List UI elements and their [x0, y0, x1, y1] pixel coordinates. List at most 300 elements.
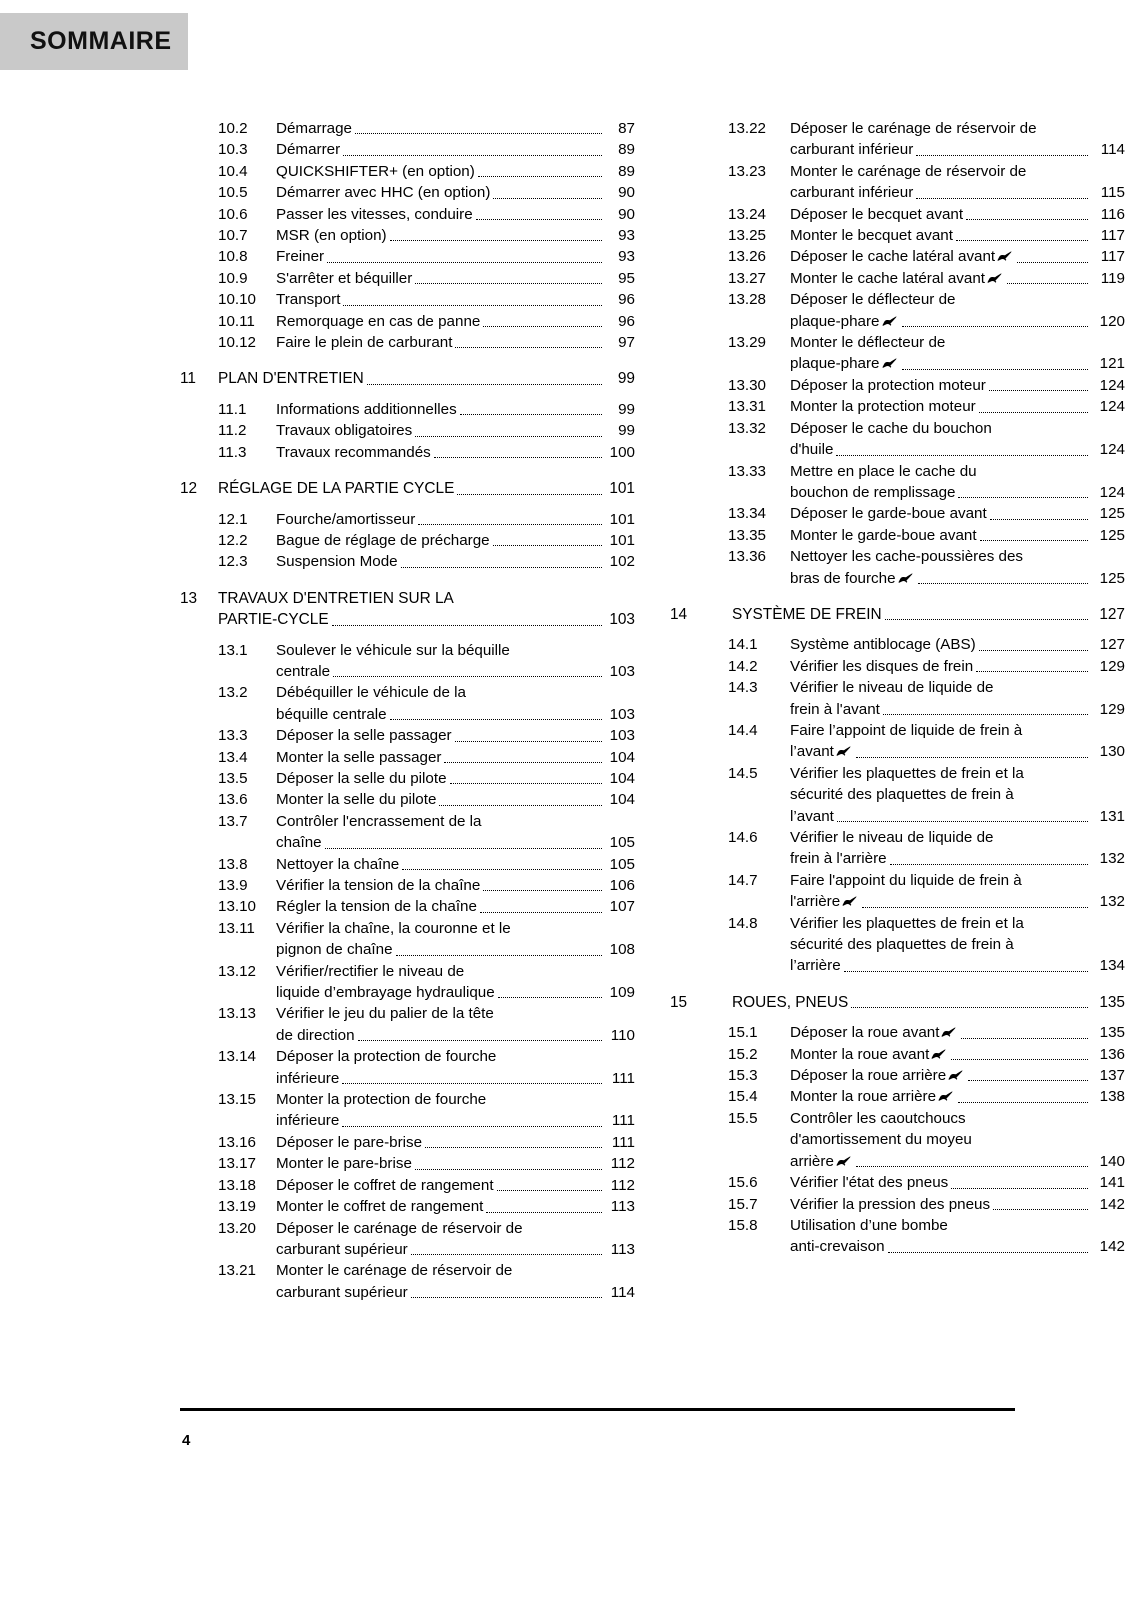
toc-entry-row[interactable] — [180, 1196, 635, 1217]
toc-entry-title-wrap — [276, 551, 635, 572]
toc-entry-last-line — [276, 768, 635, 789]
toc-entry-number: 10.12 — [218, 334, 257, 352]
toc-entry-title: Démarrage — [276, 120, 352, 137]
toc-entry-title-wrap — [276, 246, 635, 267]
toc-entry-number: 13.3 — [218, 727, 248, 745]
toc-entry-row[interactable] — [180, 530, 635, 551]
toc-leader-dots — [358, 1040, 602, 1041]
toc-entry-title: Déposer le coffret de rangement — [276, 1176, 494, 1194]
toc-entry-title-wrap — [276, 789, 635, 810]
toc-entry-number: 10.10 — [218, 291, 257, 309]
toc-entry-title-wrap — [790, 503, 1125, 524]
toc-entry-title-wrap — [276, 1218, 635, 1261]
toc-entry-title-wrap — [276, 161, 635, 182]
toc-leader-dots — [333, 676, 602, 677]
toc-entry-title-wrap — [276, 118, 635, 139]
toc-leader-dots — [1007, 283, 1088, 284]
toc-entry-last-line — [790, 1151, 1125, 1172]
toc-entry-row[interactable] — [180, 551, 635, 572]
toc-leader-dots — [450, 783, 602, 784]
toc-entry-title: Déposer le garde-boue avant — [790, 505, 987, 523]
toc-entry-title-wrap — [790, 656, 1125, 677]
toc-entry-page: 130 — [1099, 743, 1125, 761]
toc-entry-title: Déposer la roue arrière — [790, 1065, 965, 1086]
toc-entry-row[interactable] — [670, 461, 1125, 504]
toc-leader-dots — [411, 1297, 602, 1298]
toc-entry-title-wrap — [790, 418, 1125, 461]
toc-entry-row[interactable] — [180, 139, 635, 160]
toc-entry-title: inférieure — [276, 1112, 340, 1130]
toc-entry-page: 101 — [609, 531, 635, 549]
toc-entry-number: 13.28 — [728, 291, 767, 309]
toc-chapter-row[interactable] — [180, 368, 635, 389]
toc-entry-page: 112 — [610, 1155, 635, 1173]
toc-entry-row[interactable] — [180, 1218, 635, 1261]
toc-entry-title: Vérifier l'état des pneus — [790, 1174, 949, 1192]
toc-entry-title-line: Vérifier le niveau de liquide de — [790, 829, 994, 846]
toc-entry-row[interactable] — [670, 1172, 1125, 1193]
toc-entry-page: 101 — [609, 510, 635, 528]
toc-leader-dots — [493, 545, 602, 546]
toc-entry-row[interactable] — [180, 961, 635, 1004]
toc-entry-title: Vérifier la tension de la chaîne — [276, 877, 481, 894]
toc-entry-number: 13.12 — [218, 962, 257, 980]
toc-entry-number: 14.6 — [728, 829, 758, 846]
toc-entry-title: Travaux recommandés — [276, 443, 431, 461]
toc-entry-title-line: Déposer la protection de fourche — [276, 1048, 497, 1066]
toc-leader-dots — [455, 741, 602, 742]
toc-entry-title-wrap — [276, 854, 635, 875]
toc-entry-row[interactable] — [180, 509, 635, 530]
toc-entry-row[interactable] — [670, 161, 1125, 204]
toc-entry-row[interactable] — [670, 204, 1125, 225]
toc-entry-number: 10.6 — [218, 205, 248, 223]
toc-entry-number: 15.4 — [728, 1088, 758, 1106]
toc-leader-dots — [856, 757, 1088, 758]
toc-leader-dots — [355, 133, 602, 134]
toc-entry-row[interactable] — [670, 225, 1125, 246]
toc-entry-title-wrap — [276, 1196, 635, 1217]
toc-entry-title-wrap — [276, 811, 635, 854]
toc-entry-title-line: Soulever le véhicule sur la béquille — [276, 641, 510, 659]
toc-entry-number: 14.5 — [728, 764, 758, 782]
toc-entry-title: Démarrer avec HHC (en option) — [276, 184, 491, 202]
toc-entry-title-wrap — [790, 1194, 1125, 1215]
toc-entry-title-wrap — [276, 139, 635, 160]
toc-entry-number: 15.1 — [728, 1024, 758, 1042]
toc-entry-last-line — [790, 1044, 1125, 1065]
toc-entry-row[interactable] — [670, 418, 1125, 461]
toc-entry-title-wrap — [790, 1022, 1125, 1043]
toc-entry-row[interactable] — [180, 1175, 635, 1196]
toc-entry-title: Régler la tension de la chaîne — [276, 898, 477, 916]
toc-entry-title-wrap — [276, 311, 635, 332]
toc-entry-page: 112 — [610, 1176, 635, 1194]
toc-entry-title-wrap — [276, 204, 635, 225]
toc-entry-last-line — [790, 806, 1125, 827]
toc-entry-title: centrale — [276, 662, 331, 680]
toc-entry-title-wrap — [276, 682, 635, 725]
toc-entry-page: 114 — [610, 1283, 635, 1301]
toc-entry-row[interactable] — [180, 420, 635, 441]
toc-entry-number: 14.8 — [728, 914, 758, 932]
toc-entry-number: 10.5 — [218, 184, 248, 202]
toc-entry-title-line: TRAVAUX D'ENTRETIEN SUR LA — [218, 589, 454, 607]
toc-entry-page: 104 — [609, 748, 635, 766]
toc-entry-row[interactable] — [180, 161, 635, 182]
toc-entry-title: carburant supérieur — [276, 1240, 408, 1258]
toc-entry-row[interactable] — [670, 1065, 1125, 1086]
toc-chapter-row[interactable] — [670, 604, 1125, 625]
toc-entry-title-wrap — [790, 1215, 1125, 1258]
toc-entry-page: 134 — [1099, 957, 1125, 975]
toc-leader-dots — [1017, 262, 1088, 263]
toc-leader-dots — [486, 1212, 602, 1213]
toc-entry-last-line — [790, 1022, 1125, 1043]
toc-entry-page: 103 — [609, 727, 635, 745]
toc-entry-number: 13.4 — [218, 748, 248, 766]
toc-entry-row[interactable] — [180, 118, 635, 139]
toc-entry-last-line — [276, 939, 635, 960]
toc-entry-page: 111 — [611, 1112, 635, 1130]
toc-entry-row[interactable] — [180, 747, 635, 768]
toc-entry-row[interactable] — [670, 634, 1125, 655]
toc-entry-row[interactable] — [180, 682, 635, 725]
toc-leader-dots — [483, 890, 602, 891]
toc-entry-last-line — [790, 1236, 1125, 1257]
toc-entry-title: Monter la protection moteur — [790, 398, 976, 416]
toc-entry-last-line — [790, 568, 1125, 589]
toc-entry-number: 13.20 — [218, 1219, 257, 1237]
toc-entry-title: l’arrière — [790, 957, 841, 975]
toc-entry-row[interactable] — [180, 399, 635, 420]
toc-leader-dots — [883, 714, 1088, 715]
toc-entry-row[interactable] — [180, 1260, 635, 1303]
toc-entry-title-wrap — [790, 525, 1125, 546]
toc-entry-row[interactable] — [670, 763, 1125, 827]
toc-leader-dots — [367, 384, 602, 385]
toc-entry-title: Démarrer — [276, 141, 341, 159]
toc-entry-number: 15.2 — [728, 1045, 758, 1063]
toc-leader-dots — [439, 805, 602, 806]
toc-entry-title-wrap — [790, 246, 1125, 267]
toc-entry-title-line: Faire l'appoint du liquide de frein à — [790, 871, 1022, 889]
toc-entry-row[interactable] — [180, 725, 635, 746]
toc-entry-title-wrap — [790, 1108, 1125, 1172]
toc-leader-dots — [325, 848, 602, 849]
toc-entry-last-line — [276, 789, 635, 810]
toc-entry-page: 142 — [1099, 1195, 1125, 1213]
toc-entry-number: 15.5 — [728, 1109, 758, 1127]
toc-entry-page: 93 — [618, 227, 635, 245]
toc-entry-number: 13.14 — [218, 1048, 257, 1066]
toc-leader-dots — [951, 1188, 1088, 1189]
toc-entry-last-line — [276, 1153, 635, 1174]
toc-leader-dots — [979, 650, 1088, 651]
toc-leader-dots — [956, 240, 1088, 241]
toc-entry-title: Transport — [276, 291, 341, 309]
toc-entry-row[interactable] — [180, 246, 635, 267]
toc-entry-row[interactable] — [180, 768, 635, 789]
toc-entry-page: 121 — [1099, 355, 1125, 373]
toc-entry-row[interactable] — [670, 118, 1125, 161]
toc-entry-last-line — [276, 161, 635, 182]
toc-entry-row[interactable] — [180, 1003, 635, 1046]
toc-chapter-row[interactable] — [180, 588, 635, 631]
toc-entry-number: 14 — [670, 605, 688, 623]
toc-leader-dots — [856, 1166, 1088, 1167]
page-number: 4 — [182, 1432, 191, 1449]
toc-entry-row[interactable] — [180, 854, 635, 875]
toc-entry-number: 13.18 — [218, 1176, 257, 1194]
toc-entry-title-wrap — [276, 1089, 635, 1132]
toc-leader-dots — [497, 1190, 602, 1191]
toc-entry-number: 13.17 — [218, 1155, 257, 1173]
toc-entry-page: 135 — [1099, 993, 1125, 1011]
toc-entry-page: 135 — [1099, 1024, 1125, 1042]
wrench-icon — [948, 1069, 963, 1081]
toc-entry-title-line: Déposer le cache du bouchon — [790, 419, 992, 437]
toc-leader-dots — [968, 1080, 1088, 1081]
toc-entry-page: 132 — [1099, 893, 1125, 911]
toc-entry-page: 131 — [1099, 807, 1125, 825]
toc-entry-page: 124 — [1099, 398, 1125, 416]
toc-entry-last-line — [276, 268, 635, 289]
toc-entry-title: Monter la roue avant — [790, 1044, 948, 1065]
toc-entry-row[interactable] — [180, 1046, 635, 1089]
toc-entry-page: 100 — [609, 443, 635, 461]
toc-entry-row[interactable] — [670, 503, 1125, 524]
toc-entry-title: Monter la selle du pilote — [276, 791, 437, 809]
toc-entry-row[interactable] — [670, 870, 1125, 913]
toc-leader-dots — [837, 821, 1088, 822]
toc-entry-row[interactable] — [670, 913, 1125, 977]
toc-entry-title-wrap — [276, 225, 635, 246]
toc-entry-row[interactable] — [180, 875, 635, 896]
toc-entry-title-wrap — [790, 1172, 1125, 1193]
toc-entry-row[interactable] — [670, 268, 1125, 289]
toc-entry-title-wrap — [790, 720, 1125, 763]
toc-entry-title: inférieure — [276, 1069, 340, 1087]
toc-entry-row[interactable] — [180, 918, 635, 961]
toc-entry-number: 13.22 — [728, 120, 767, 137]
toc-entry-title-wrap — [790, 332, 1125, 375]
toc-entry-title: plaque-phare — [790, 311, 899, 332]
toc-entry-last-line — [790, 375, 1125, 396]
toc-entry-page: 119 — [1100, 269, 1125, 287]
toc-entry-title: Remorquage en cas de panne — [276, 312, 481, 330]
toc-entry-number: 13 — [180, 589, 198, 607]
toc-entry-title-wrap — [276, 1153, 635, 1174]
toc-entry-last-line — [276, 1175, 635, 1196]
toc-entry-row[interactable] — [670, 656, 1125, 677]
toc-entry-title: Faire le plein de carburant — [276, 334, 453, 352]
toc-leader-dots — [342, 1083, 602, 1084]
wrench-icon — [997, 250, 1012, 262]
toc-leader-dots — [415, 1169, 602, 1170]
toc-entry-title-wrap — [276, 768, 635, 789]
toc-entry-title-wrap — [790, 763, 1125, 827]
toc-entry-last-line — [276, 420, 635, 441]
toc-chapter-row[interactable] — [180, 478, 635, 499]
toc-entry-last-line — [276, 332, 635, 353]
toc-leader-dots — [958, 497, 1088, 498]
toc-entry-title-wrap — [790, 1044, 1125, 1065]
toc-leader-dots — [390, 240, 602, 241]
toc-entry-page: 109 — [609, 984, 635, 1002]
toc-entry-title: ROUES, PNEUS — [732, 993, 849, 1011]
toc-entry-page: 99 — [618, 400, 635, 418]
toc-entry-title-line: Vérifier/rectifier le niveau de — [276, 962, 465, 980]
toc-entry-title-line: Contrôler les caoutchoucs — [790, 1109, 966, 1127]
toc-entry-row[interactable] — [180, 1089, 635, 1132]
toc-entry-row[interactable] — [670, 332, 1125, 375]
toc-entry-row[interactable] — [670, 246, 1125, 267]
toc-entry-row[interactable] — [670, 827, 1125, 870]
toc-entry-page: 110 — [610, 1026, 635, 1044]
wrench-icon — [882, 357, 897, 369]
toc-entry-page: 103 — [609, 611, 635, 629]
toc-entry-row[interactable] — [180, 268, 635, 289]
toc-entry-row[interactable] — [670, 1194, 1125, 1215]
toc-leader-dots — [343, 155, 602, 156]
toc-entry-row[interactable] — [670, 1022, 1125, 1043]
toc-entry-last-line — [790, 634, 1125, 655]
toc-entry-row[interactable] — [180, 896, 635, 917]
toc-entry-number: 13.1 — [218, 641, 248, 659]
toc-entry-last-line — [790, 1194, 1125, 1215]
toc-entry-title: bras de fourche — [790, 568, 915, 589]
toc-entry-title-wrap — [276, 1175, 635, 1196]
wrench-icon — [898, 572, 913, 584]
toc-entry-last-line — [790, 503, 1125, 524]
toc-entry-number: 13.7 — [218, 812, 248, 830]
toc-entry-last-line — [218, 368, 635, 389]
toc-entry-row[interactable] — [180, 204, 635, 225]
toc-entry-row[interactable] — [670, 546, 1125, 589]
toc-entry-row[interactable] — [670, 375, 1125, 396]
toc-column-right — [670, 118, 1125, 1303]
toc-entry-page: 89 — [618, 141, 635, 159]
toc-entry-title-wrap — [276, 1003, 635, 1046]
toc-entry-page: 108 — [609, 941, 635, 959]
toc-entry-number: 12 — [180, 480, 198, 498]
toc-entry-page: 114 — [1100, 141, 1125, 159]
toc-entry-number: 10.2 — [218, 120, 248, 137]
toc-leader-dots — [885, 619, 1088, 620]
toc-entry-number: 13.32 — [728, 419, 767, 437]
toc-entry-page: 90 — [618, 205, 635, 223]
toc-leader-dots — [951, 1059, 1088, 1060]
toc-entry-number: 11.3 — [218, 443, 247, 461]
toc-leader-dots — [902, 369, 1088, 370]
toc-entry-row[interactable] — [180, 225, 635, 246]
toc-entry-number: 10.4 — [218, 162, 248, 180]
toc-entry-number: 10.8 — [218, 248, 248, 266]
toc-leader-dots — [478, 176, 602, 177]
toc-entry-page: 120 — [1099, 312, 1125, 330]
toc-entry-title: l'arrière — [790, 891, 859, 912]
toc-entry-number: 15 — [670, 993, 688, 1011]
toc-entry-title: Monter le pare-brise — [276, 1155, 412, 1173]
toc-entry-title: chaîne — [276, 834, 322, 852]
toc-entry-page: 142 — [1099, 1238, 1125, 1256]
toc-chapter-row[interactable] — [670, 992, 1125, 1013]
toc-entry-row[interactable] — [180, 332, 635, 353]
toc-entry-page: 96 — [618, 312, 635, 330]
toc-entry-row[interactable] — [180, 289, 635, 310]
toc-entry-title: Informations additionnelles — [276, 400, 457, 418]
toc-entry-row[interactable] — [670, 677, 1125, 720]
toc-entry-page: 105 — [609, 855, 635, 873]
toc-entry-title: PLAN D'ENTRETIEN — [218, 370, 364, 388]
toc-entry-number: 10.7 — [218, 227, 248, 245]
toc-entry-row[interactable] — [180, 311, 635, 332]
toc-entry-title: PARTIE-CYCLE — [218, 611, 329, 629]
toc-entry-title: de direction — [276, 1026, 355, 1044]
toc-entry-title: Déposer la selle passager — [276, 727, 452, 745]
toc-entry-number: 13.33 — [728, 462, 767, 480]
toc-entry-number: 13.2 — [218, 684, 248, 702]
toc-entry-row[interactable] — [670, 289, 1125, 332]
toc-entry-number: 13.25 — [728, 227, 767, 245]
toc-entry-row[interactable] — [670, 396, 1125, 417]
toc-entry-title: béquille centrale — [276, 705, 387, 723]
toc-entry-row[interactable] — [670, 1215, 1125, 1258]
toc-entry-row[interactable] — [670, 1108, 1125, 1172]
toc-entry-title: Passer les vitesses, conduire — [276, 205, 473, 223]
toc-leader-dots — [460, 414, 602, 415]
toc-entry-page: 141 — [1099, 1174, 1125, 1192]
toc-entry-row[interactable] — [670, 720, 1125, 763]
toc-entry-last-line — [790, 848, 1125, 869]
toc-entry-row[interactable] — [180, 640, 635, 683]
toc-entry-last-line — [276, 854, 635, 875]
toc-entry-row[interactable] — [180, 442, 635, 463]
toc-entry-number: 13.36 — [728, 548, 767, 566]
toc-leader-dots — [425, 1147, 602, 1148]
footer-divider — [180, 1408, 1015, 1411]
toc-entry-last-line — [276, 182, 635, 203]
toc-entry-last-line — [276, 399, 635, 420]
toc-entry-last-line — [790, 1172, 1125, 1193]
toc-entry-row[interactable] — [180, 811, 635, 854]
toc-entry-title: QUICKSHIFTER+ (en option) — [276, 162, 475, 180]
toc-entry-row[interactable] — [670, 1044, 1125, 1065]
toc-entry-number: 13.31 — [728, 398, 767, 416]
toc-leader-dots — [966, 219, 1088, 220]
toc-entry-row[interactable] — [670, 1086, 1125, 1107]
toc-entry-row[interactable] — [180, 1153, 635, 1174]
toc-entry-title-line: sécurité des plaquettes de frein à — [790, 936, 1014, 954]
toc-entry-page: 90 — [618, 184, 635, 202]
toc-entry-last-line — [276, 204, 635, 225]
toc-entry-title: MSR (en option) — [276, 227, 387, 245]
toc-entry-row[interactable] — [670, 525, 1125, 546]
toc-entry-title-line: Faire l’appoint de liquide de frein à — [790, 721, 1023, 739]
toc-entry-row[interactable] — [180, 182, 635, 203]
toc-leader-dots — [476, 219, 602, 220]
toc-entry-title: Suspension Mode — [276, 553, 398, 571]
toc-entry-title-wrap — [790, 268, 1125, 289]
toc-entry-title: Monter la selle passager — [276, 748, 442, 766]
toc-entry-last-line — [790, 139, 1125, 160]
toc-entry-number: 12.1 — [218, 510, 248, 528]
toc-entry-row[interactable] — [180, 789, 635, 810]
toc-entry-number: 15.8 — [728, 1216, 758, 1234]
toc-entry-number: 13.10 — [218, 898, 257, 916]
toc-entry-row[interactable] — [180, 1132, 635, 1153]
